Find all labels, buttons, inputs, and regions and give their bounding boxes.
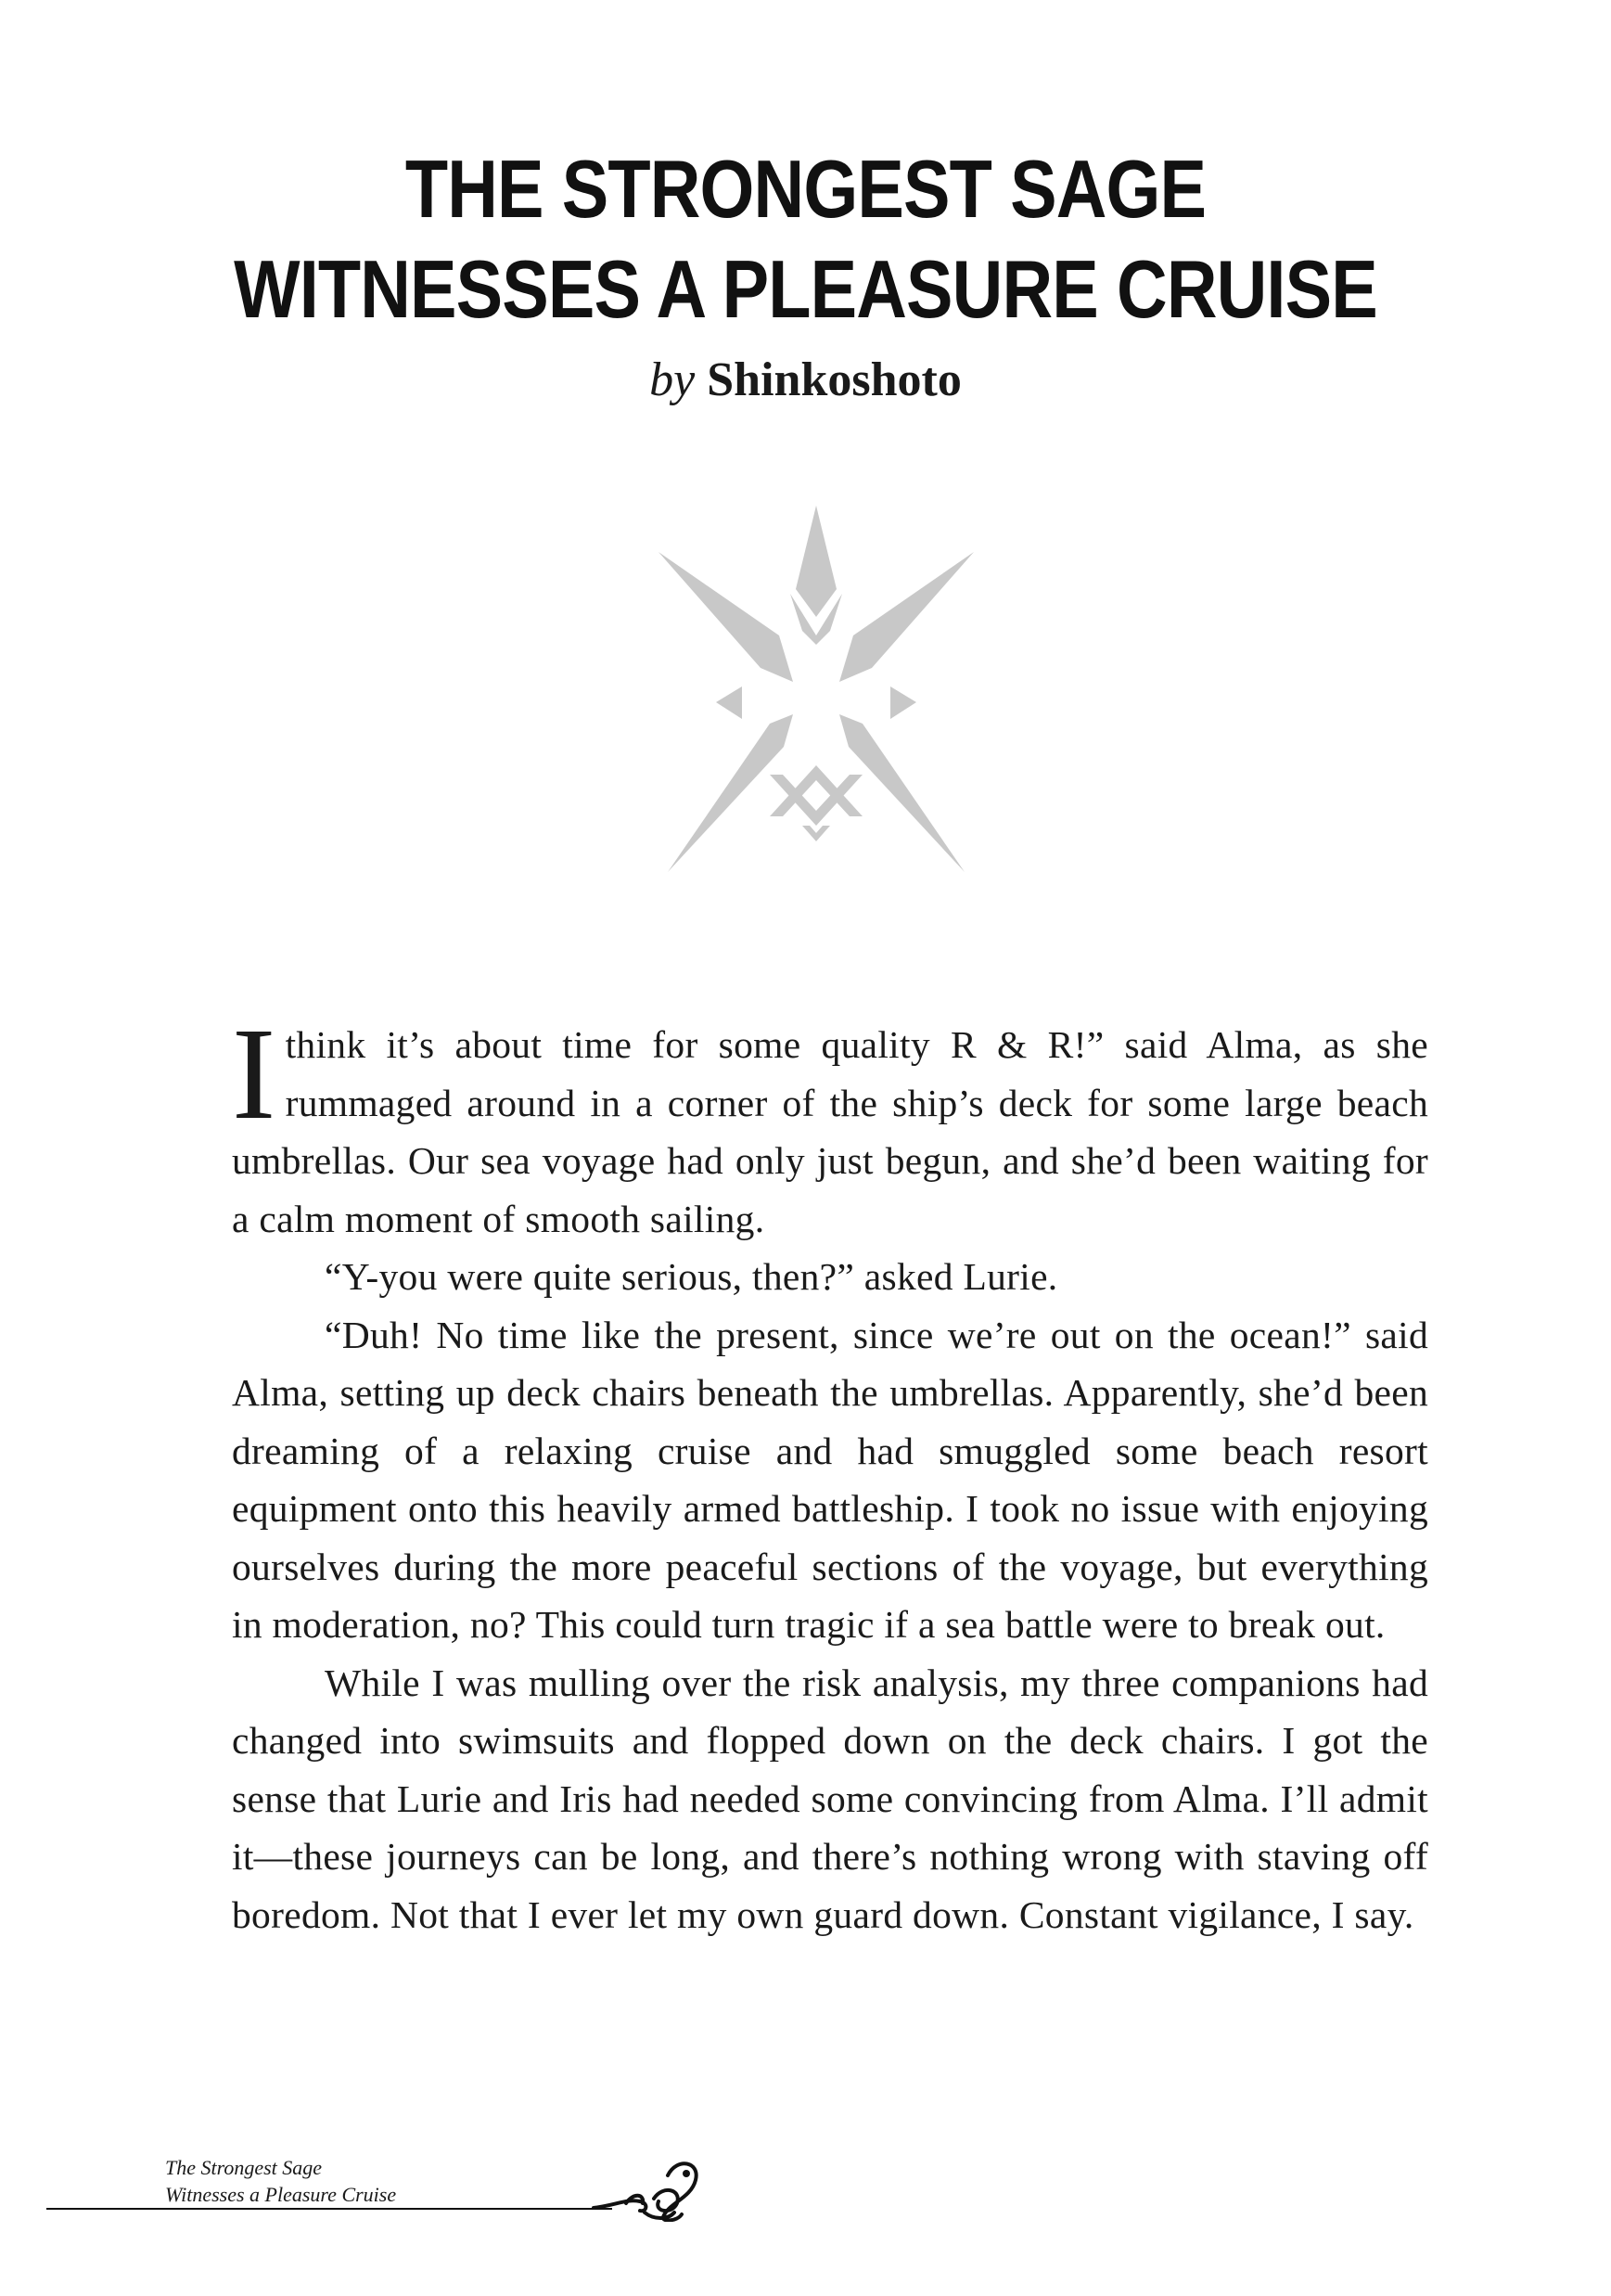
paragraph-3: “Duh! No time like the present, since we’re out on the ocean!” said Alma, setting up deck chairs beneath the umbrellas. Apparently, she’d been dreaming of a relaxing cruise and had smuggled some beach resort equipment onto this heavily armed battleship. I took no issue with enjoying ourselves during the more peaceful sections of the voyage, but everything in moderation, no? This could turn tragic if a sea battle were to break out. xyxy=(232,1313,1428,1646)
flourish-icon xyxy=(589,2148,710,2222)
chapter-title xyxy=(113,139,1499,340)
drop-cap: I xyxy=(232,1000,276,1147)
chapter-title-line2: WITNESSES A PLEASURE CRUISE xyxy=(234,243,1377,335)
chapter-title-line1: THE STRONGEST SAGE xyxy=(404,143,1207,235)
byline-prefix: by xyxy=(649,353,696,406)
paragraph-1 xyxy=(232,1000,1428,1248)
footer-line1: The Strongest Sage xyxy=(165,2156,323,2179)
paragraph-2: “Y-you were quite serious, then?” asked Lurie. xyxy=(325,1255,1058,1298)
body-text xyxy=(232,1000,1428,1943)
footer-rule xyxy=(46,2208,612,2210)
footer-line2: Witnesses a Pleasure Cruise xyxy=(165,2183,397,2206)
running-footer xyxy=(165,2154,396,2208)
paragraph-4: While I was mulling over the risk analysis, my three companions had changed into swimsuits and flopped down on the deck chairs. I got the sense that Lurie and Iris had needed some convincing from Alma. I’ll admit it—these journeys can be long, and there’s nothing wrong with staving off boredom. Not that I ever let my own guard down. Constant vigilance, I say. xyxy=(232,1661,1428,1936)
paragraph-1-text: think it’s about time for some quality R & R!” said Alma, as she rummaged around in a corner of the ship’s deck for some large beach umbrellas. Our sea voyage had only just begun, and she’d been waiting for a calm moment of smooth sailing. xyxy=(232,1023,1428,1240)
byline-author: Shinkoshoto xyxy=(707,353,962,406)
byline xyxy=(0,353,1611,407)
star-emblem-icon xyxy=(631,496,1002,886)
